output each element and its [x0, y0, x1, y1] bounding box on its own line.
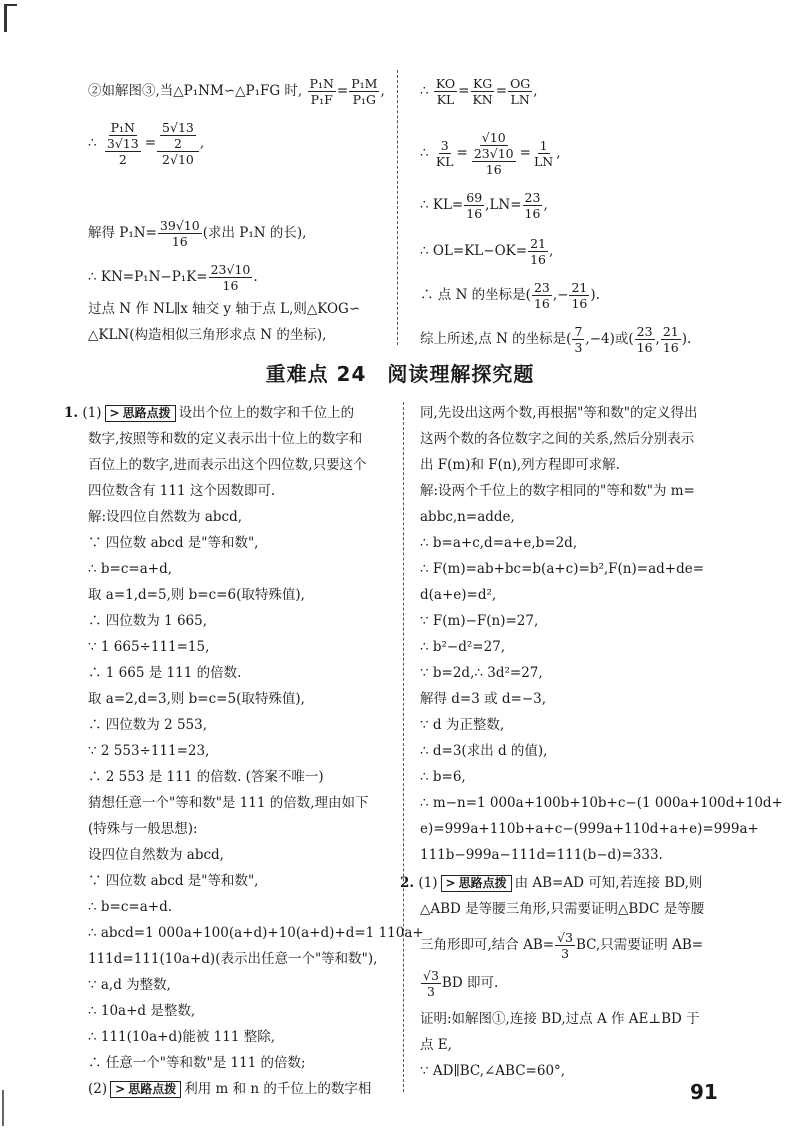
top-right-line-1: ∴ $\frac{KO}{KL}$ = $\frac{KG}{KN}$ = $\frac{OG}{LN}$ ,	[420, 76, 538, 107]
top-left-line-2: ∴ $\frac{\text{P₁N}}{\frac{3√13}{2}}$ = $\frac{\frac{5√13}{2}}{2√10}$ ,	[88, 120, 205, 167]
right-line: ∵ AD∥BC,∠ABC=60°,	[420, 1063, 566, 1079]
left-line: 111d=111(10a+d)(表示出任意一个"等和数"),	[88, 951, 378, 967]
left-line: ∵ 1 665÷111=15,	[88, 639, 210, 655]
right-line: ∴ b²−d²=27,	[420, 639, 506, 655]
arrow-icon: >	[115, 1082, 126, 1096]
right-line: ∵ F(m)−F(n)=27,	[420, 613, 539, 629]
left-line: ∴ 1 665 是 111 的倍数.	[88, 665, 242, 681]
section-title: 重难点 24 阅读理解探究题	[265, 362, 535, 386]
q1-line-0: 1. (1) > 思路点拨 设出个位上的数字和千位上的	[64, 405, 355, 421]
left-line: ∵ 四位数 abcd 是"等和数",	[88, 873, 259, 889]
q2-line-frac: 三角形即可,结合 AB= $\frac{√3}{3}$ BC,只需要证明 AB=	[420, 930, 704, 961]
hint-box: > 思路点拨	[441, 875, 512, 892]
right-line: ∴ b=a+c,d=a+e,b=2d,	[420, 535, 578, 551]
left-line: (特殊与一般思想):	[88, 821, 198, 837]
right-line: 111b−999a−111d=111(b−d)=333.	[420, 847, 663, 863]
right-line: ∵ b=2d,∴ 3d²=27,	[420, 665, 543, 681]
hint-box: > 思路点拨	[110, 1081, 181, 1098]
left-line: 数字,按照等和数的定义表示出十位上的数字和	[88, 431, 363, 447]
right-line: 同,先设出这两个数,再根据"等和数"的定义得出	[420, 405, 698, 421]
left-line: ∴ 四位数为 1 665,	[88, 613, 208, 629]
page-number: 91	[690, 1080, 718, 1104]
top-right-line-4: ∴ OL=KL−OK= $\frac{21}{16}$ ,	[420, 236, 554, 267]
right-line: ∴ m−n=1 000a+100b+10b+c−(1 000a+100d+10d+	[420, 795, 783, 811]
left-line: ∴ 任意一个"等和数"是 111 的倍数;	[88, 1055, 306, 1071]
right-line: ∵ d 为正整数,	[420, 717, 505, 733]
top-left-line-3: 解得 P₁N= $\frac{39√10}{16}$ (求出 P₁N 的长),	[88, 218, 307, 249]
right-line: abbc,n=adde,	[420, 509, 515, 525]
left-line: ∴ 111(10a+d)能被 111 整除,	[88, 1029, 276, 1045]
hint-box: > 思路点拨	[105, 405, 176, 422]
left-line: 设四位自然数为 abcd,	[88, 847, 224, 863]
right-line: 解得 d=3 或 d=−3,	[420, 691, 547, 707]
column-divider-lower	[403, 402, 404, 1092]
left-line: 取 a=1,d=5,则 b=c=6(取特殊值),	[88, 587, 305, 603]
column-divider	[397, 70, 398, 345]
right-line: 证明:如解图①,连接 BD,过点 A 作 AE⊥BD 于	[420, 1011, 700, 1027]
left-line: ∴ abcd=1 000a+100(a+d)+10(a+d)+d=1 110a+	[88, 925, 424, 941]
top-left-line-4: ∴ KN=P₁N−P₁K= $\frac{23√10}{16}$ .	[88, 262, 258, 293]
top-right-line-6: 综上所述,点 N 的坐标是( $\frac{7}{3}$ ,−4)或( $\frac{23}{16}$ , $\frac{21}{16}$ ).	[420, 324, 692, 355]
top-left-line-5: 过点 N 作 NL∥x 轴交 y 轴于点 L,则△KOG∽	[88, 301, 361, 317]
left-line: ∴ b=c=a+d.	[88, 899, 172, 915]
top-right-line-3: ∴ KL= $\frac{69}{16}$ ,LN= $\frac{23}{16}$ ,	[420, 190, 548, 221]
q2-line-frac2: $\frac{√3}{3}$ BD 即可.	[423, 968, 499, 999]
left-line: ∴ b=c=a+d,	[88, 561, 172, 577]
top-left-line-1: ②如解图③,当△P₁NM∽△P₁FG 时, $\frac{\text{P₁N}}{\text{P₁F}}$ = $\frac{\text{P₁M}}{\text{P₁G}}$ ,	[88, 76, 385, 107]
binding-mark	[2, 1090, 18, 1126]
top-right-line-5: ∴ 点 N 的坐标是( $\frac{23}{16}$ ,− $\frac{21}{16}$ ).	[420, 280, 600, 311]
right-line: △ABD 是等腰三角形,只需要证明△BDC 是等腰	[420, 901, 705, 917]
right-line: 解:设两个千位上的数字相同的"等和数"为 m=	[420, 483, 695, 499]
corner-mark	[4, 4, 17, 32]
arrow-icon: >	[109, 406, 120, 420]
q1-part2-line: (2) > 思路点拨 利用 m 和 n 的千位上的数字相	[88, 1081, 372, 1097]
left-line: ∴ 四位数为 2 553,	[88, 717, 208, 733]
left-line: ∴ 2 553 是 111 的倍数. (答案不唯一)	[88, 769, 324, 785]
left-line: 四位数含有 111 这个因数即可.	[88, 483, 276, 499]
right-line: ∴ b=6,	[420, 769, 466, 785]
left-line: ∴ 10a+d 是整数,	[88, 1003, 196, 1019]
q2-line-0: 2. (1) > 思路点拨 由 AB=AD 可知,若连接 BD,则	[400, 875, 703, 891]
left-line: 取 a=2,d=3,则 b=c=5(取特殊值),	[88, 691, 305, 707]
left-line: 猜想任意一个"等和数"是 111 的倍数,理由如下	[88, 795, 369, 811]
right-line: ∴ F(m)=ab+bc=b(a+c)=b²,F(n)=ad+de=	[420, 561, 705, 577]
left-line: 百位上的数字,进而表示出这个四位数,只要这个	[88, 457, 367, 473]
left-line: ∵ 四位数 abcd 是"等和数",	[88, 535, 259, 551]
right-line: d(a+e)=d²,	[420, 587, 497, 603]
left-line: ∵ a,d 为整数,	[88, 977, 171, 993]
right-line: 点 E,	[420, 1037, 452, 1053]
right-line: 出 F(m)和 F(n),列方程即可求解.	[420, 457, 620, 473]
right-line: e)=999a+110b+a+c−(999a+110d+a+e)=999a+	[420, 821, 759, 837]
right-line: ∴ d=3(求出 d 的值),	[420, 743, 548, 759]
arrow-icon: >	[445, 876, 456, 890]
right-line: 这两个数的各位数字之间的关系,然后分别表示	[420, 431, 695, 447]
left-line: 解:设四位自然数为 abcd,	[88, 509, 243, 525]
left-line: ∵ 2 553÷111=23,	[88, 743, 210, 759]
top-left-line-6: △KLN(构造相似三角形求点 N 的坐标),	[88, 327, 327, 343]
top-right-line-2: ∴ $\frac{3}{KL}$ = $\frac{√10}{\frac{23√10}{16}}$ = $\frac{1}{LN}$ ,	[420, 130, 561, 177]
